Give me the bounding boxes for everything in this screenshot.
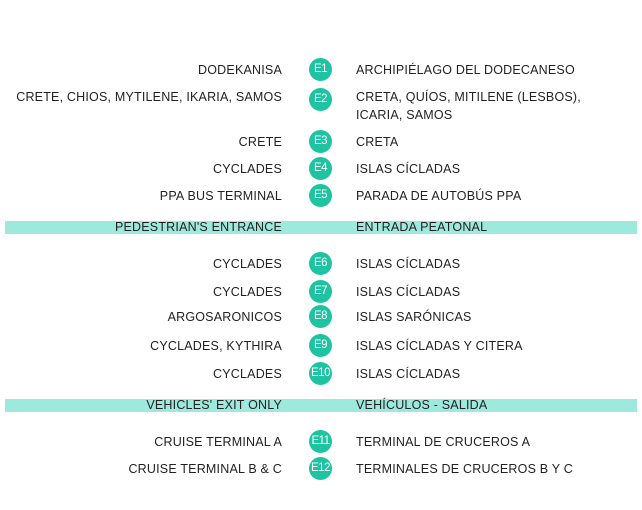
destination-en: CRETE: [238, 135, 282, 149]
destination-es: CRETA, QUÍOS, MITILENE (LESBOS), ICARIA, SAMOS: [356, 90, 581, 122]
gate-badge: E11: [309, 430, 332, 453]
destination-en: DODEKANISA: [198, 63, 282, 77]
gate-badge: E2: [309, 88, 332, 111]
destination-en: PPA BUS TERMINAL: [159, 189, 282, 203]
section-band-vehicles: [5, 399, 637, 412]
section-band-pedestrian: [5, 221, 637, 234]
gate-badge: E1: [309, 58, 332, 81]
destination-en: CRETE, CHIOS, MYTILENE, IKARIA, SAMOS: [16, 90, 282, 104]
section-title-en: VEHICLES' EXIT ONLY: [146, 398, 282, 412]
section-title-es: VEHÍCULOS - SALIDA: [356, 398, 488, 412]
destination-es: ARCHIPIÉLAGO DEL DODECANESO: [356, 63, 575, 77]
destination-en: CYCLADES, KYTHIRA: [150, 339, 282, 353]
destination-es: ISLAS CÍCLADAS: [356, 162, 461, 176]
gate-badge: E10: [309, 362, 332, 385]
gate-badge: E6: [309, 252, 332, 275]
destination-es: PARADA DE AUTOBÚS PPA: [356, 189, 522, 203]
destination-es: ISLAS CÍCLADAS: [356, 367, 461, 381]
destination-en: CRUISE TERMINAL A: [154, 435, 282, 449]
gate-badge: E5: [309, 184, 332, 207]
gate-badge: E7: [309, 280, 332, 303]
destination-en: CYCLADES: [213, 257, 282, 271]
gate-badge: E9: [309, 334, 332, 357]
destination-en: CRUISE TERMINAL B & C: [128, 462, 282, 476]
destination-en: CYCLADES: [213, 162, 282, 176]
destination-es: ISLAS SARÓNICAS: [356, 310, 472, 324]
destination-en: ARGOSARONICOS: [167, 310, 282, 324]
gate-badge: E8: [309, 305, 332, 328]
destination-es: ISLAS CÍCLADAS: [356, 257, 461, 271]
gate-badge: E12: [309, 457, 332, 480]
gate-badge: E4: [309, 157, 332, 180]
section-title-es: ENTRADA PEATONAL: [356, 220, 488, 234]
destination-es: ISLAS CÍCLADAS: [356, 285, 461, 299]
destination-es: TERMINAL DE CRUCEROS A: [356, 435, 531, 449]
destination-es: TERMINALES DE CRUCEROS B Y C: [356, 462, 573, 476]
destination-en: CYCLADES: [213, 367, 282, 381]
gate-badge: E3: [309, 130, 332, 153]
destination-en: CYCLADES: [213, 285, 282, 299]
destination-es: ISLAS CÍCLADAS Y CITERA: [356, 339, 523, 353]
destination-es: CRETA: [356, 135, 399, 149]
section-title-en: PEDESTRIAN'S ENTRANCE: [114, 220, 282, 234]
